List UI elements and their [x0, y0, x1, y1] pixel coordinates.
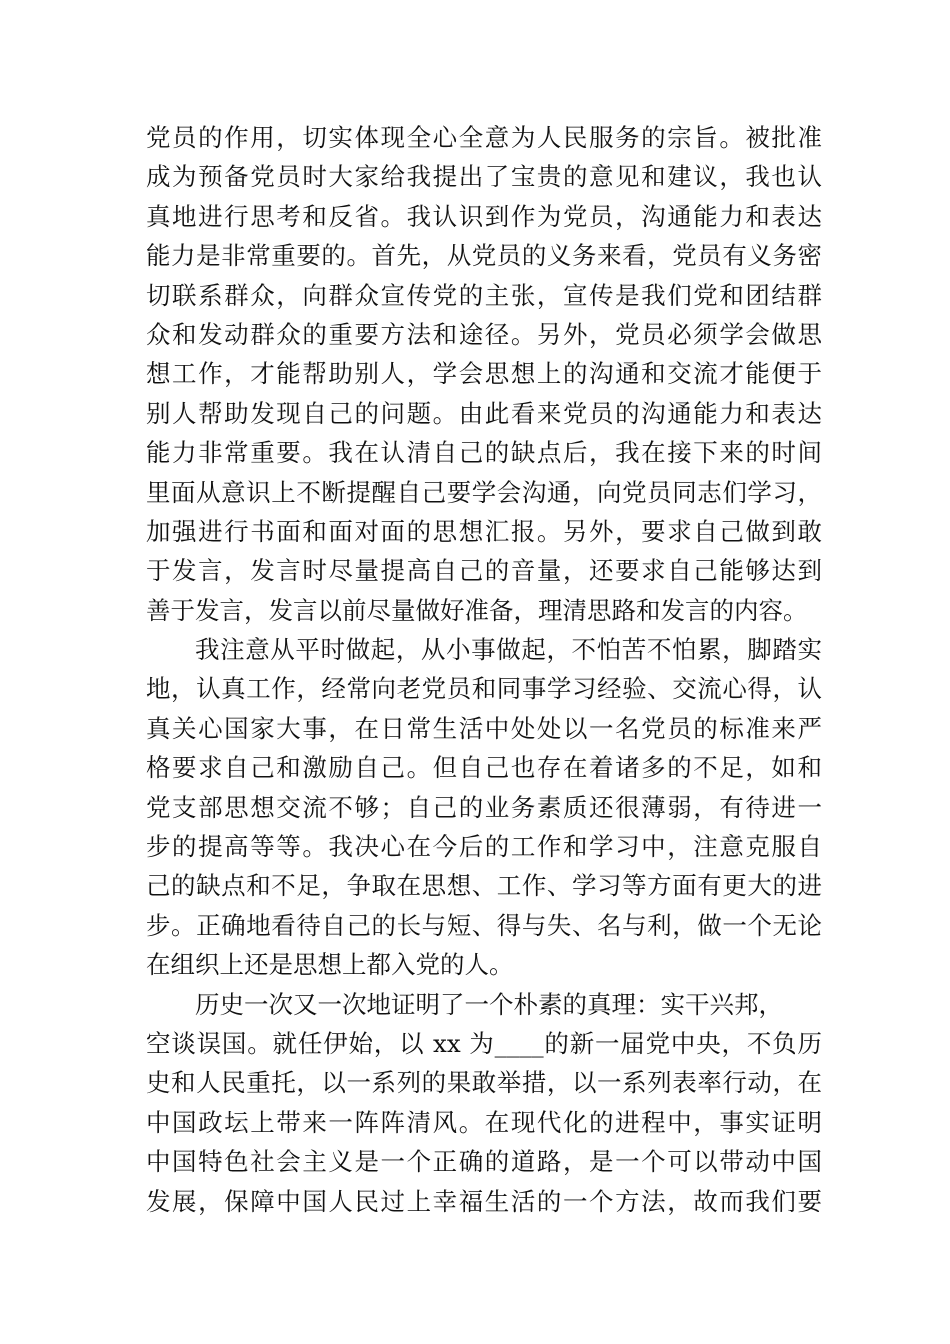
text-line: 真关心国家大事，在日常生活中处处以一名党员的标准来严	[146, 713, 822, 743]
text-line: 步的提高等等。我决心在今后的工作和学习中，注意克服自	[146, 832, 822, 862]
text-line: 善于发言，发言以前尽量做好准备，理清思路和发言的内容。	[146, 595, 808, 625]
text-line: 切联系群众，向群众宣传党的主张，宣传是我们党和团结群	[146, 280, 822, 310]
text-line: 党支部思想交流不够；自己的业务素质还很薄弱，有待进一	[146, 792, 822, 822]
text-line: 中国政坛上带来一阵阵清风。在现代化的进程中，事实证明	[146, 1107, 822, 1137]
text-line: 能力是非常重要的。首先，从党员的义务来看，党员有义务密	[146, 241, 822, 271]
text-line: 发展，保障中国人民过上幸福生活的一个方法，故而我们要	[146, 1186, 822, 1216]
text-line: 想工作，才能帮助别人，学会思想上的沟通和交流才能便于	[146, 359, 822, 389]
text-line: 众和发动群众的重要方法和途径。另外，党员必须学会做思	[146, 319, 822, 349]
text-line: 步。正确地看待自己的长与短、得与失、名与利，做一个无论	[146, 910, 822, 940]
paragraph-start-line: 历史一次又一次地证明了一个朴素的真理：实干兴邦，	[195, 989, 783, 1019]
text-line: 中国特色社会主义是一个正确的道路，是一个可以带动中国	[146, 1147, 822, 1177]
text-line: 别人帮助发现自己的问题。由此看来党员的沟通能力和表达	[146, 398, 822, 428]
text-line: 地，认真工作，经常向老党员和同事学习经验、交流心得，认	[146, 674, 822, 704]
body-text	[146, 118, 822, 1221]
text-line: 里面从意识上不断提醒自己要学会沟通，向党员同志们学习，	[146, 477, 822, 507]
text-line: 能力非常重要。我在认清自己的缺点后，我在接下来的时间	[146, 438, 822, 468]
text-line: 格要求自己和激励自己。但自己也存在着诸多的不足，如和	[146, 753, 822, 783]
text-line: 己的缺点和不足，争取在思想、工作、学习等方面有更大的进	[146, 871, 822, 901]
text-line: 于发言，发言时尽量提高自己的音量，还要求自己能够达到	[146, 556, 822, 586]
text-line: 真地进行思考和反省。我认识到作为党员，沟通能力和表达	[146, 201, 822, 231]
text-line: 空谈误国。就任伊始，以 xx 为____的新一届党中央，不负历	[146, 1028, 822, 1058]
text-line: 党员的作用，切实体现全心全意为人民服务的宗旨。被批准	[146, 123, 822, 152]
paragraph-start-line: 我注意从平时做起，从小事做起，不怕苦不怕累，脚踏实	[195, 635, 822, 665]
text-line: 史和人民重托，以一系列的果敢举措，以一系列表率行动，在	[146, 1068, 822, 1098]
text-line: 在组织上还是思想上都入党的人。	[146, 950, 514, 980]
text-line: 加强进行书面和面对面的思想汇报。另外，要求自己做到敢	[146, 516, 822, 546]
text-line: 成为预备党员时大家给我提出了宝贵的意见和建议，我也认	[146, 162, 822, 192]
